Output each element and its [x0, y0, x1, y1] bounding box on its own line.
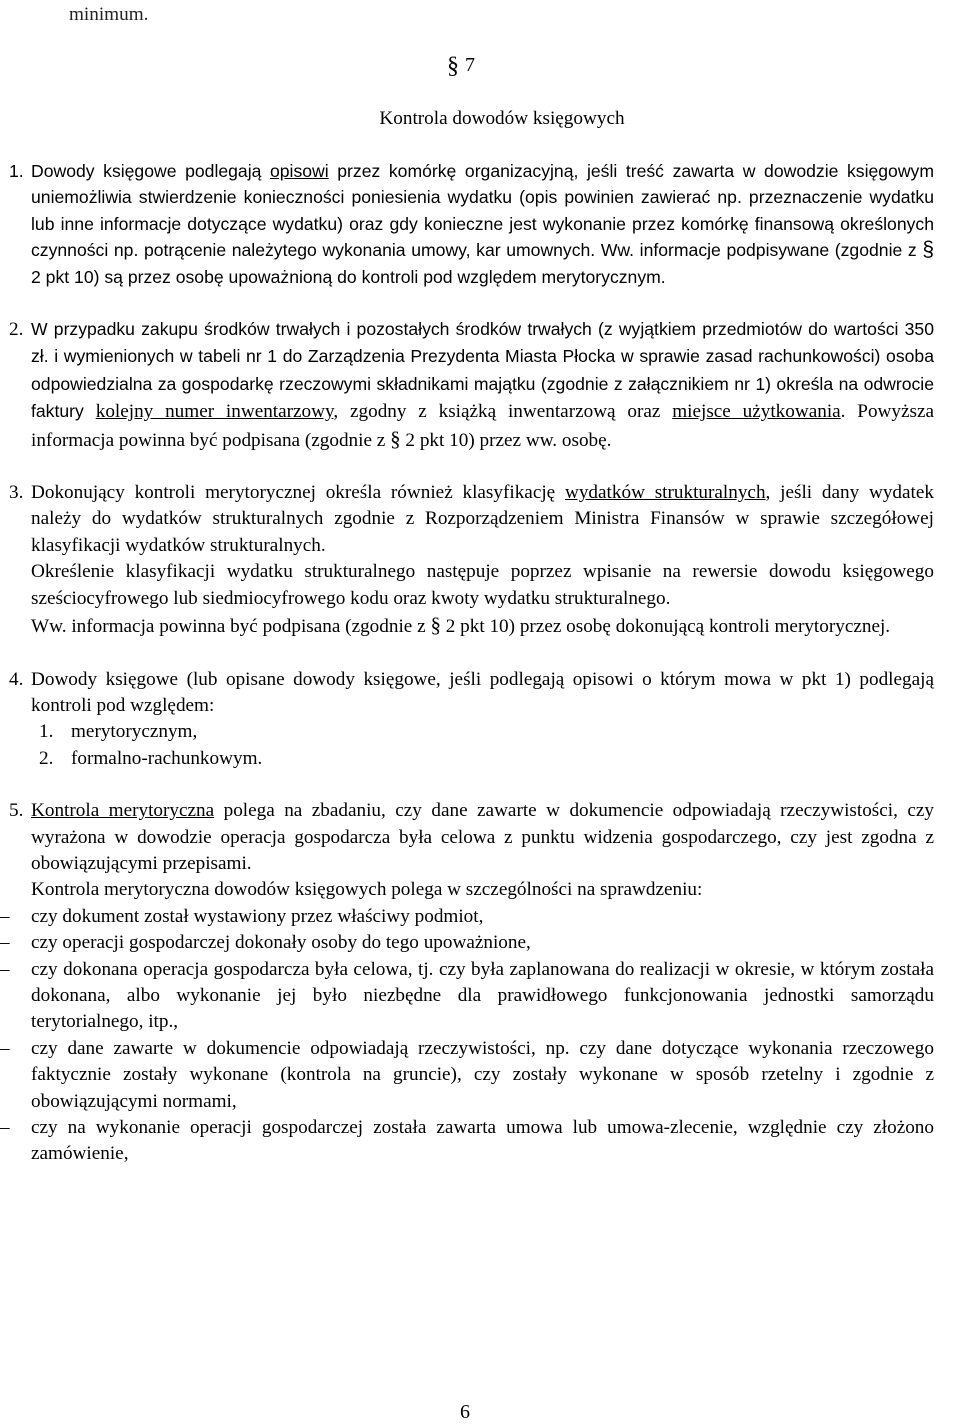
- list-item: – czy dokument został wystawiony przez właściwy podmiot,: [0, 905, 484, 927]
- paragraph-3: 3. Dokonujący kontroli merytorycznej określa również klasyfikację wydatków strukturalnych, jeśli dany wydatek należy do wydatków strukturalnych zgodnie z Rozporządzeniem Ministra Finansów w sprawie szczegółowej klasyfikacji wydatków strukturalnych.: [9, 482, 934, 556]
- paragraph-3-line-2: Określenie klasyfikacji wydatku strukturalnego następuje poprzez wpisanie na rewersie dowodu księgowego sześciocyfrowego lub siedmiocyfrowego kodu oraz kwoty wydatku strukturalnego.: [31, 561, 934, 609]
- underlined-term: wydatków strukturalnych: [564, 482, 766, 504]
- underlined-term: kolejny numer inwentarzowy: [95, 401, 334, 423]
- list-item: – czy dane zawarte w dokumencie odpowiadają rzeczywistości, np. czy dane dotyczące wykonania rzeczowego faktycznie zostały wykonane (kontrola na gruncie), czy zostały wykonane w sposób rzetelny i zgodnie z obowiązującymi normami,: [0, 1037, 934, 1112]
- list-item: 2. formalno-rachunkowym.: [39, 747, 263, 769]
- paragraph-4-list: [31, 719, 934, 772]
- paragraph-5-line-2: Kontrola merytoryczna dowodów księgowych polega w szczególności na sprawdzeniu:: [31, 879, 703, 901]
- document-body: [0, 158, 935, 1168]
- section-symbol: §: [390, 426, 401, 451]
- underlined-term: Kontrola merytoryczna: [31, 800, 215, 822]
- paragraph-2: 2. W przypadku zakupu środków trwałych i pozostałych środków trwałych (z wyjątkiem przedmiotów do wartości 350 zł. i wymienionych w tabeli nr 1 do Zarządzenia Prezydenta Miasta Płocka w sprawie zasad rachunkowości) osoba odpowiedzialna za gospodarkę rzeczowymi składnikami majątku (zgodnie z załącznikiem nr 1) określa na odwrocie faktury kolejny numer inwentarzowy, zgodny z książką inwentarzową oraz miejsce użytkowania. Powyższa informacja powinna być podpisana (zgodnie z § 2 pkt 10) przez ww. osobę.: [9, 319, 935, 451]
- underlined-term: opisowi: [269, 161, 329, 181]
- section-number: 7: [465, 54, 475, 76]
- paragraph-4: 4. Dowody księgowe (lub opisane dowody księgowe, jeśli podlegają opisowi o którym mowa w pkt 1) podlegają kontroli pod względem:: [9, 668, 934, 716]
- list-item: – czy operacji gospodarczej dokonały osoby do tego upoważnione,: [0, 932, 531, 954]
- section-symbol: §: [922, 238, 934, 262]
- page-number: 6: [460, 1401, 470, 1423]
- list-item: – czy na wykonanie operacji gospodarczej została zawarta umowa lub umowa-zlecenie, względnie czy złożono zamówienie,: [0, 1117, 934, 1165]
- paragraph-1: 1. Dowody księgowe podlegają opisowi przez komórkę organizacyjną, jeśli treść zawarta w dowodzie księgowym uniemożliwia stwierdzenie konieczności poniesienia wydatku (opis powinien zawierać np. przeznaczenie wydatku lub inne informacje dotyczące wydatku) oraz gdy konieczne jest wykonanie przez komórkę finansową określonych czynności np. potrącenie należytego wykonania umowy, kar umownych. Ww. informacje podpisywane (zgodnie z § 2 pkt 10) są przez osobę upoważnioną do kontroli pod względem merytorycznym.: [31, 158, 934, 290]
- section-title: Kontrola dowodów księgowych: [379, 108, 625, 129]
- paragraph-5: 5. Kontrola merytoryczna polega na zbadaniu, czy dane zawarte w dokumencie odpowiadają rzeczywistości, czy wyrażona w dowodzie operacja gospodarcza była celowa z punktu widzenia gospodarczego, czy jest zgodna z obowiązującymi przepisami.: [9, 800, 934, 874]
- paragraph-number: 5.: [9, 800, 24, 822]
- paragraph-number: 1.: [9, 161, 24, 181]
- section-mark: [447, 52, 475, 79]
- list-item: 1. merytorycznym,: [39, 721, 198, 743]
- section-symbol: §: [447, 53, 459, 79]
- paragraph-number: 3.: [9, 482, 24, 504]
- underlined-term: miejsce użytkowania: [672, 401, 841, 423]
- carryover-text: minimum.: [69, 4, 149, 25]
- section-symbol: §: [430, 613, 441, 638]
- paragraph-3-line-3: Ww. informacja powinna być podpisana (zgodnie z § 2 pkt 10) przez osobę dokonującą kontroli merytorycznej.: [31, 613, 891, 638]
- list-item: – czy dokonana operacja gospodarcza była celowa, tj. czy była zaplanowana do realizacji w okresie, w którym została dokonana, albo wykonanie jej było niezbędne dla prawidłowego funkcjonowania jednostki samorządu terytorialnego, itp.,: [0, 958, 934, 1033]
- paragraph-number: 4.: [9, 668, 24, 690]
- verification-list: [0, 904, 934, 1168]
- paragraph-number: 2.: [9, 319, 24, 341]
